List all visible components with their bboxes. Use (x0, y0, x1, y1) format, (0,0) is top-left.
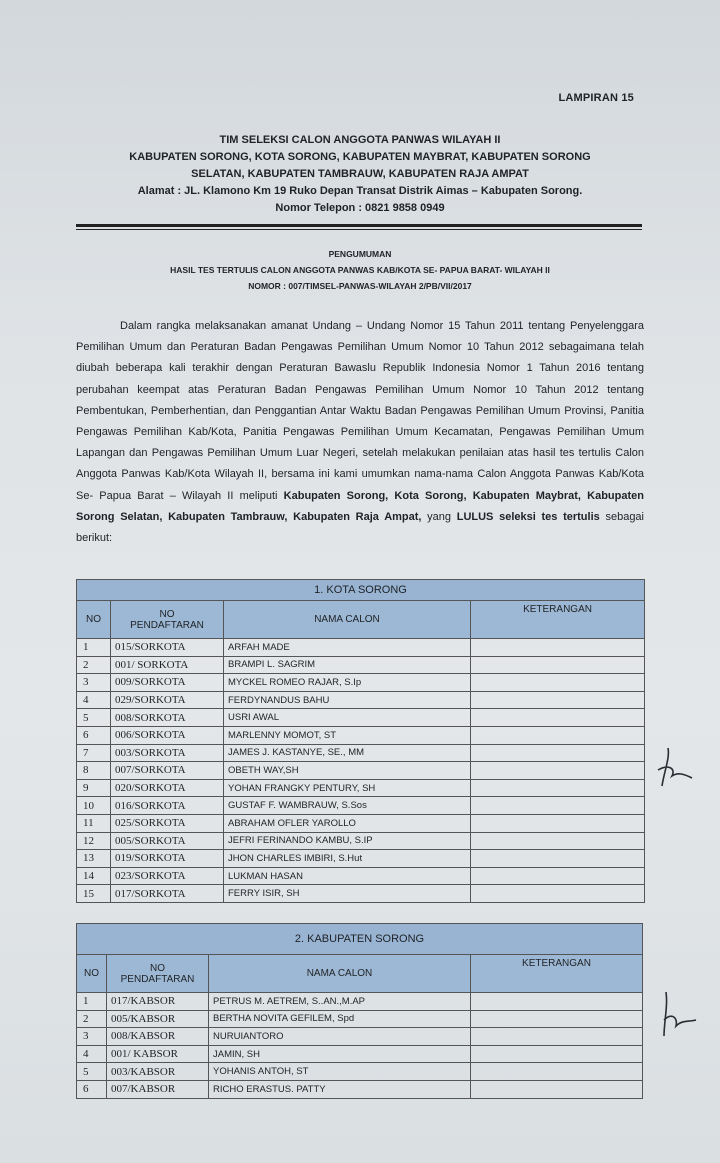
row-number-cell: 5 (77, 1063, 107, 1081)
registration-number-cell: 001/ SORKOTA (111, 656, 224, 674)
remarks-cell (471, 709, 645, 727)
row-number-cell: 7 (77, 744, 111, 762)
candidate-name-cell: PETRUS M. AETREM, S..AN.,M.AP (209, 993, 471, 1011)
remarks-cell (471, 867, 645, 885)
remarks-cell (471, 639, 645, 657)
letterhead-line: SELATAN, KABUPATEN TAMBRAUW, KABUPATEN RAJA AMPAT (191, 168, 529, 180)
registration-number-cell: 006/SORKOTA (111, 726, 224, 744)
candidate-name-cell: YOHAN FRANGKY PENTURY, SH (224, 779, 471, 797)
row-number-cell: 4 (77, 691, 111, 709)
row-number-cell: 3 (77, 674, 111, 692)
announcement-heading (70, 246, 650, 294)
table-row (77, 744, 645, 762)
row-number-cell: 12 (77, 832, 111, 850)
candidate-name-cell: FERRY ISIR, SH (224, 885, 471, 903)
remarks-cell (471, 797, 645, 815)
registration-number-cell: 020/SORKOTA (111, 779, 224, 797)
table-row (77, 1080, 643, 1098)
letterhead (80, 132, 640, 217)
table-row (77, 832, 645, 850)
table-row (77, 1028, 643, 1046)
col-remarks-header: KETERANGAN (471, 955, 643, 993)
candidate-name-cell: JAMIN, SH (209, 1045, 471, 1063)
letterhead-phone: Nomor Telepon : 0821 9858 0949 (275, 202, 445, 214)
announcement-title: PENGUMUMAN (328, 249, 392, 259)
remarks-cell (471, 691, 645, 709)
remarks-cell (471, 993, 643, 1011)
remarks-cell (471, 1010, 643, 1028)
table-row (77, 993, 643, 1011)
candidate-name-cell: ARFAH MADE (224, 639, 471, 657)
initial-signature (656, 988, 700, 1040)
table-title-row (77, 580, 645, 601)
row-number-cell: 1 (77, 993, 107, 1011)
candidate-name-cell: FERDYNANDUS BAHU (224, 691, 471, 709)
letterhead-divider (76, 224, 642, 230)
row-number-cell: 5 (77, 709, 111, 727)
registration-number-cell: 019/SORKOTA (111, 850, 224, 868)
row-number-cell: 6 (77, 726, 111, 744)
table-body (77, 639, 645, 903)
candidate-name-cell: BERTHA NOVITA GEFILEM, Spd (209, 1010, 471, 1028)
registration-number-cell: 015/SORKOTA (111, 639, 224, 657)
registration-number-cell: 005/SORKOTA (111, 832, 224, 850)
table-row (77, 762, 645, 780)
candidate-name-cell: MARLENNY MOMOT, ST (224, 726, 471, 744)
registration-number-cell: 007/KABSOR (107, 1080, 209, 1098)
results-table-kota-sorong (76, 579, 645, 903)
table-body (77, 993, 643, 1099)
row-number-cell: 13 (77, 850, 111, 868)
body-text: yang (421, 510, 457, 523)
table-row (77, 656, 645, 674)
registration-number-cell: 025/SORKOTA (111, 814, 224, 832)
row-number-cell: 10 (77, 797, 111, 815)
table-row (77, 885, 645, 903)
registration-number-cell: 008/KABSOR (107, 1028, 209, 1046)
remarks-cell (471, 779, 645, 797)
remarks-cell (471, 832, 645, 850)
remarks-cell (471, 885, 645, 903)
candidate-name-cell: RICHO ERASTUS. PATTY (209, 1080, 471, 1098)
remarks-cell (471, 814, 645, 832)
letterhead-line: KABUPATEN SORONG, KOTA SORONG, KABUPATEN MAYBRAT, KABUPATEN SORONG (129, 151, 591, 163)
table-row (77, 779, 645, 797)
announcement-subtitle: HASIL TES TERTULIS CALON ANGGOTA PANWAS KAB/KOTA SE- PAPUA BARAT- WILAYAH II (170, 265, 550, 275)
candidate-name-cell: YOHANIS ANTOH, ST (209, 1063, 471, 1081)
initial-signature (654, 742, 696, 790)
col-remarks-header: KETERANGAN (471, 601, 645, 639)
remarks-cell (471, 656, 645, 674)
table-row (77, 850, 645, 868)
registration-number-cell: 023/SORKOTA (111, 867, 224, 885)
remarks-cell (471, 726, 645, 744)
letterhead-address: Alamat : JL. Klamono Km 19 Ruko Depan Transat Distrik Aimas – Kabupaten Sorong. (137, 185, 583, 197)
registration-number-cell: 009/SORKOTA (111, 674, 224, 692)
registration-number-cell: 008/SORKOTA (111, 709, 224, 727)
registration-number-cell: 001/ KABSOR (107, 1045, 209, 1063)
candidate-name-cell: GUSTAF F. WAMBRAUW, S.Sos (224, 797, 471, 815)
row-number-cell: 1 (77, 639, 111, 657)
remarks-cell (471, 1045, 643, 1063)
row-number-cell: 11 (77, 814, 111, 832)
table-header-row (77, 955, 643, 993)
row-number-cell: 14 (77, 867, 111, 885)
candidate-name-cell: BRAMPI L. SAGRIM (224, 656, 471, 674)
registration-number-cell: 029/SORKOTA (111, 691, 224, 709)
registration-number-cell: 003/KABSOR (107, 1063, 209, 1081)
announcement-body (76, 316, 644, 549)
row-number-cell: 4 (77, 1045, 107, 1063)
body-text: Dalam rangka melaksanakan amanat Undang – Undang Nomor 15 Tahun 2011 tentang Penyelenggara Pemilihan Umum dan Peraturan Badan Pengawas Pemilihan Umum Nomor 10 Tahun 2012 sebagaimana telah diubah beberapa kali terakhir dengan Peraturan Bawaslu Republik Indonesia Nomor 1 Tahun 2016 tentang perubahan keempat atas Peraturan Badan Pengawas Pemilihan Umum Nomor 10 Tahun 2012 tentang Pembentukan, Pemberhentian, dan Penggantian Antar Waktu Badan Pengawas Pemilihan Umum Provinsi, Panitia Pengawas Pemilihan Kab/Kota, Panitia Pengawas Pemilihan Umum Kecamatan, Pengawas Pemilihan Umum Lapangan dan Pengawas Pemilihan Umum Luar Negeri, setelah melakukan penilaian atas hasil tes tertulis Calon Anggota Panwas Kab/Kota Wilayah II, bersama ini kami umumkan nama-nama Calon Anggota Panwas Kab/Kota Se- Papua Barat – Wilayah II meliputi (76, 320, 644, 502)
table-row (77, 674, 645, 692)
remarks-cell (471, 850, 645, 868)
col-registration-header: NO PENDAFTARAN (107, 955, 209, 993)
results-table-kabupaten-sorong (76, 923, 643, 1099)
remarks-cell (471, 762, 645, 780)
announcement-number: NOMOR : 007/TIMSEL-PANWAS-WILAYAH 2/PB/VII/2017 (248, 281, 472, 291)
row-number-cell: 8 (77, 762, 111, 780)
row-number-cell: 3 (77, 1028, 107, 1046)
candidate-name-cell: LUKMAN HASAN (224, 867, 471, 885)
candidate-name-cell: OBETH WAY,SH (224, 762, 471, 780)
table-title: 2. KABUPATEN SORONG (77, 924, 643, 955)
col-name-header: NAMA CALON (224, 601, 471, 639)
body-regions: Kabupaten Sorong, Kota Sorong, Kabupaten Maybrat, Kabupaten Sorong Selatan, Kabupaten Tambrauw, Kabupaten Raja Ampat, (76, 489, 644, 523)
table-row (77, 1010, 643, 1028)
remarks-cell (471, 1028, 643, 1046)
candidate-name-cell: NURUIANTORO (209, 1028, 471, 1046)
row-number-cell: 15 (77, 885, 111, 903)
table-row (77, 797, 645, 815)
registration-number-cell: 007/SORKOTA (111, 762, 224, 780)
candidate-name-cell: MYCKEL ROMEO RAJAR, S.Ip (224, 674, 471, 692)
col-registration-header: NO PENDAFTARAN (111, 601, 224, 639)
table-title: 1. KOTA SORONG (77, 580, 645, 601)
remarks-cell (471, 1063, 643, 1081)
registration-number-cell: 003/SORKOTA (111, 744, 224, 762)
table-row (77, 709, 645, 727)
table-row (77, 1045, 643, 1063)
body-passed: LULUS seleksi tes tertulis (456, 510, 600, 523)
row-number-cell: 6 (77, 1080, 107, 1098)
registration-number-cell: 005/KABSOR (107, 1010, 209, 1028)
registration-number-cell: 017/KABSOR (107, 993, 209, 1011)
table-row (77, 691, 645, 709)
remarks-cell (471, 674, 645, 692)
candidate-name-cell: ABRAHAM OFLER YAROLLO (224, 814, 471, 832)
row-number-cell: 2 (77, 1010, 107, 1028)
letterhead-line: TIM SELEKSI CALON ANGGOTA PANWAS WILAYAH II (219, 134, 501, 146)
table-header-row (77, 601, 645, 639)
registration-number-cell: 016/SORKOTA (111, 797, 224, 815)
body-text: sebagai berikut: (76, 510, 644, 545)
table-row (77, 867, 645, 885)
col-no-header: NO (77, 955, 107, 993)
col-no-header: NO (77, 601, 111, 639)
table-title-row (77, 924, 643, 955)
registration-number-cell: 017/SORKOTA (111, 885, 224, 903)
row-number-cell: 2 (77, 656, 111, 674)
candidate-name-cell: JAMES J. KASTANYE, SE., MM (224, 744, 471, 762)
table-row (77, 639, 645, 657)
row-number-cell: 9 (77, 779, 111, 797)
candidate-name-cell: USRI AWAL (224, 709, 471, 727)
table-row (77, 726, 645, 744)
remarks-cell (471, 744, 645, 762)
candidate-name-cell: JHON CHARLES IMBIRI, S.Hut (224, 850, 471, 868)
remarks-cell (471, 1080, 643, 1098)
attachment-label: LAMPIRAN 15 (558, 92, 634, 104)
candidate-name-cell: JEFRI FERINANDO KAMBU, S.IP (224, 832, 471, 850)
table-row (77, 1063, 643, 1081)
table-row (77, 814, 645, 832)
col-name-header: NAMA CALON (209, 955, 471, 993)
